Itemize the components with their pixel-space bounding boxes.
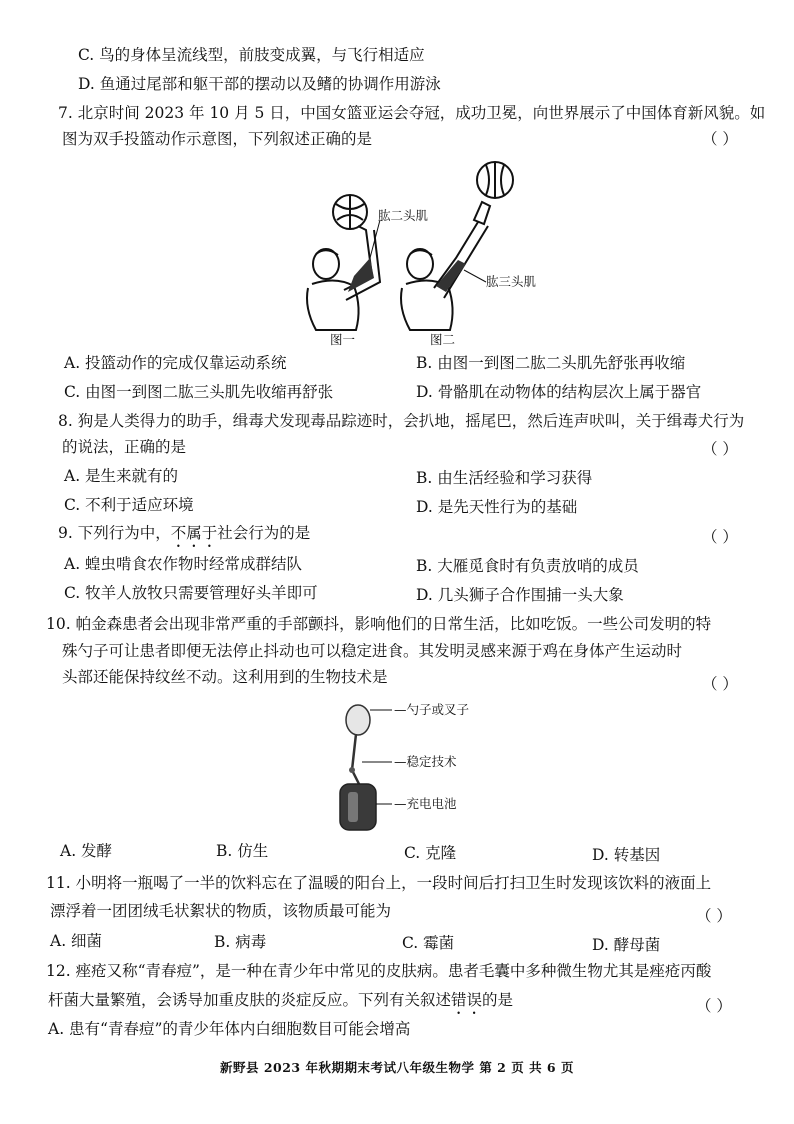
q12-option-a: A. 患有“青春痘”的青少年体内白细胞数目可能会增高 (48, 1020, 411, 1038)
q7-answer-paren: （ ） (702, 130, 738, 148)
q9-stem-pre: 9. 下列行为中， (58, 524, 171, 542)
q6-option-c: C. 鸟的身体呈流线型，前肢变成翼，与飞行相适应 (78, 46, 425, 64)
q10-stem-line2: 殊勺子可让患者即便无法停止抖动也可以稳定进食。其发明灵感来源于鸡在身体产生运动时 (62, 642, 683, 660)
spoon-icon (346, 705, 370, 735)
q8-option-a: A. 是生来就有的 (64, 467, 179, 485)
q8-answer-paren: （ ） (702, 440, 738, 458)
q10-answer-paren: （ ） (702, 675, 738, 693)
stabilized-spoon-diagram (330, 696, 510, 834)
stabilizer-label: —稳定技术 (394, 754, 457, 769)
q12-stem-line1: 12. 痤疮又称“青春痘”，是一种在青少年中常见的皮肤病。患者毛囊中多种微生物尤其是痤疮丙酸 (46, 962, 712, 980)
battery-label: —充电电池 (394, 796, 457, 811)
biceps-label: 肱二头肌 (378, 208, 429, 223)
q7-option-d: D. 骨骼肌在动物体的结构层次上属于器官 (416, 383, 702, 401)
q12-stem-emphasis: 错误 (451, 991, 483, 1009)
q9-option-a: A. 蝗虫啃食农作物时经常成群结队 (64, 555, 303, 573)
q11-option-d: D. 酵母菌 (592, 936, 661, 954)
q6-option-d: D. 鱼通过尾部和躯干部的摆动以及鳍的协调作用游泳 (78, 75, 441, 93)
q7-option-a: A. 投篮动作的完成仅靠运动系统 (64, 354, 287, 372)
q8-stem-line1: 8. 狗是人类得力的助手，缉毒犬发现毒品踪迹时，会扒地，摇尾巴，然后连声吠叫，关于缉毒犬行为 (58, 412, 745, 430)
q10-option-b: B. 仿生 (216, 842, 269, 860)
q11-stem-line2: 漂浮着一团团绒毛状絮状的物质，该物质最可能为 (50, 902, 392, 920)
q9-stem (58, 522, 310, 551)
q9-option-d: D. 几头狮子合作围捕一头大象 (416, 586, 624, 604)
q12-stem-line2-pre: 杆菌大量繁殖，会诱导加重皮肤的炎症反应。下列有关叙述 (48, 991, 452, 1009)
q7-stem-line2: 图为双手投篮动作示意图，下列叙述正确的是 (62, 130, 373, 148)
triceps-label: 肱三头肌 (486, 274, 537, 289)
q10-stem-line3: 头部还能保持纹丝不动。这利用到的生物技术是 (62, 668, 388, 686)
q11-option-b: B. 病毒 (214, 933, 267, 951)
q9-answer-paren: （ ） (702, 528, 738, 546)
q10-stem-line1: 10. 帕金森患者会出现非常严重的手部颤抖，影响他们的日常生活，比如吃饭。一些公司发明的特 (46, 615, 712, 633)
q10-option-c: C. 克隆 (404, 844, 457, 862)
q11-option-a: A. 细菌 (50, 932, 103, 950)
q8-option-c: C. 不利于适应环境 (64, 496, 194, 514)
q7-figure (296, 158, 546, 346)
q9-option-c: C. 牧羊人放牧只需要管理好头羊即可 (64, 584, 318, 602)
q10-option-d: D. 转基因 (592, 846, 661, 864)
q8-option-b: B. 由生活经验和学习获得 (416, 469, 593, 487)
q10-option-a: A. 发酵 (60, 842, 113, 860)
q9-stem-post: 社会行为的是 (217, 524, 311, 542)
figure-1-caption: 图一 (330, 332, 356, 346)
q8-option-d: D. 是先天性行为的基础 (416, 498, 578, 516)
q12-answer-paren: （ ） (696, 997, 732, 1015)
q11-option-c: C. 霉菌 (402, 934, 455, 952)
figure-2-caption: 图二 (430, 332, 456, 346)
q12-stem-line2 (48, 989, 513, 1018)
q11-stem-line1: 11. 小明将一瓶喝了一半的饮料忘在了温暖的阳台上，一段时间后打扫卫生时发现该饮料的液面上 (46, 874, 712, 892)
q7-option-c: C. 由图一到图二肱三头肌先收缩再舒张 (64, 383, 334, 401)
spoon-label: —勺子或叉子 (394, 702, 470, 717)
page-footer: 新野县 2023 年秋期期末考试八年级生物学 第 2 页 共 6 页 (219, 1060, 574, 1075)
q8-stem-line2: 的说法，正确的是 (62, 438, 187, 456)
basketball-arm-diagram (296, 158, 546, 346)
q10-figure (330, 696, 510, 834)
q9-stem-emphasis: 不属于 (170, 524, 218, 542)
q7-option-b: B. 由图一到图二肱二头肌先舒张再收缩 (416, 354, 686, 372)
q7-stem-line1: 7. 北京时间 2023 年 10 月 5 日，中国女篮亚运会夺冠，成功卫冕，向世界展示了中国体育新风貌。如 (58, 104, 766, 122)
q12-stem-line2-post: 的是 (482, 991, 514, 1009)
q9-option-b: B. 大雁觅食时有负责放哨的成员 (416, 557, 639, 575)
q11-answer-paren: （ ） (696, 907, 732, 925)
